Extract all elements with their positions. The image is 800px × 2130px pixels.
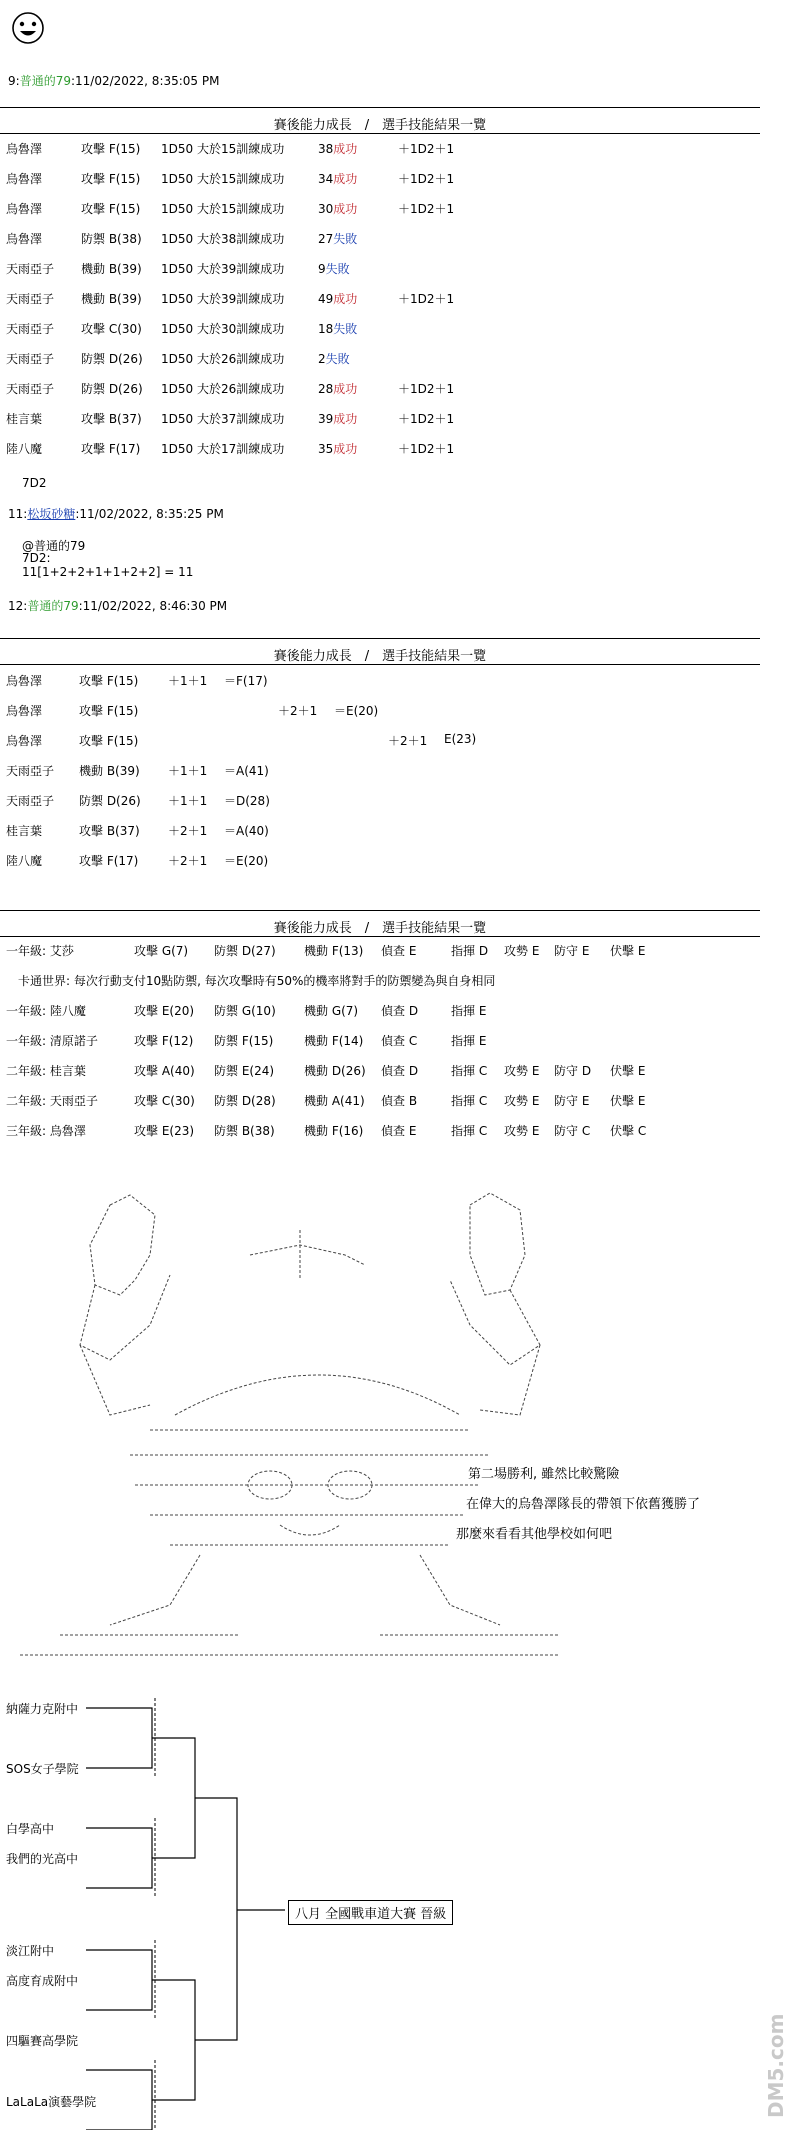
stat-value: 攻擊 B(37) [79,824,140,838]
player-name: 桂言葉 [6,412,43,426]
roll-value: 27 [318,232,334,246]
roll-condition: 1D50 大於38訓練成功 [161,232,285,246]
roll-result [318,200,357,217]
grade-player: 一年級: 陸八魔 [6,1004,86,1018]
growth-result: E(23) [444,732,477,746]
attribute-value: 機動 A(41) [304,1094,365,1108]
growth-result: ＝F(17) [224,674,268,688]
attribute-value: 防守 E [554,944,590,958]
stat-value: 機動 B(39) [81,292,142,306]
grade-player: 三年級: 烏魯澤 [6,1124,86,1138]
player-name: 烏魯澤 [6,704,43,718]
bonus: ＋1D2＋1 [398,142,455,156]
roll-condition: 1D50 大於39訓練成功 [161,262,285,276]
attribute-value: 機動 F(16) [304,1124,364,1138]
grade-player: 一年級: 艾莎 [6,944,74,958]
dm5-watermark-logo [755,2010,795,2120]
attribute-value: 指揮 D [451,944,489,958]
bonus: ＋1D2＋1 [398,442,455,456]
roll-value: 39 [318,412,334,426]
roll-result [318,140,357,157]
post-number: 9 [8,74,16,88]
roll-condition: 1D50 大於15訓練成功 [161,202,285,216]
result-status: 成功 [333,412,358,426]
growth-calc: ＋1＋1 [168,764,208,778]
result-status: 失敗 [325,262,350,276]
bonus: ＋1D2＋1 [398,292,455,306]
player-name: 烏魯澤 [6,734,43,748]
poster-name[interactable]: 普通的79 [19,74,71,88]
stat-value: 攻擊 F(15) [81,202,141,216]
result-status: 失敗 [333,232,358,246]
section-1-footer: 7D2 [22,476,47,490]
roll-result [318,380,357,397]
player-name: 天雨亞子 [6,322,55,336]
post-number: 12 [8,599,24,613]
post-11-line: 7D2: [22,551,51,565]
post-number: 11 [8,507,24,521]
watermark-text: DM5.com [764,2013,788,2118]
roll-value: 2 [318,352,326,366]
bracket-team: 我們的光高中 [6,1852,79,1866]
result-status: 成功 [333,442,358,456]
bracket-team: LaLaLa演藝學院 [6,2095,97,2109]
grade-player: 二年級: 天雨亞子 [6,1094,98,1108]
result-status: 成功 [333,292,358,306]
attribute-value: 偵查 E [381,1124,417,1138]
attribute-value: 偵查 D [381,1004,419,1018]
roll-result [318,260,350,277]
attribute-value: 機動 D(26) [304,1064,366,1078]
roll-value: 28 [318,382,334,396]
roll-condition: 1D50 大於26訓練成功 [161,382,285,396]
attribute-value: 指揮 C [451,1094,488,1108]
growth-calc: ＋1＋1 [168,674,208,688]
growth-result: ＝D(28) [224,794,270,808]
divider [0,664,760,665]
result-status: 失敗 [325,352,350,366]
attribute-value: 攻勢 E [504,1064,540,1078]
roll-result [318,440,357,457]
attribute-value: 攻勢 E [504,944,540,958]
result-status: 成功 [333,142,358,156]
attribute-value: 偵查 D [381,1064,419,1078]
growth-calc: ＋2＋1 [278,704,318,718]
player-name: 烏魯澤 [6,202,43,216]
attribute-value: 防禦 E(24) [214,1064,275,1078]
divider [0,133,760,134]
stat-value: 機動 B(39) [79,764,140,778]
art-caption: 在偉大的烏魯澤隊長的帶領下依舊獲勝了 [466,1497,701,1512]
growth-calc: ＋2＋1 [168,824,208,838]
attribute-value: 偵查 E [381,944,417,958]
bracket-team: SOS女子學院 [6,1762,79,1776]
player-name: 天雨亞子 [6,764,55,778]
player-name: 烏魯澤 [6,232,43,246]
attribute-value: 偵查 C [381,1034,418,1048]
attribute-value: 指揮 E [451,1004,487,1018]
attribute-value: 防守 D [554,1064,592,1078]
attribute-value: 指揮 E [451,1034,487,1048]
attribute-value: 攻擊 A(40) [134,1064,195,1078]
result-status: 成功 [333,172,358,186]
roll-result [318,410,357,427]
growth-calc: ＋2＋1 [388,734,428,748]
stat-value: 防禦 B(38) [81,232,142,246]
bracket-team: 高度育成附中 [6,1974,79,1988]
bracket-team: 四驅賽高學院 [6,2034,79,2048]
attribute-value: 偵查 B [381,1094,418,1108]
section-3-title: 賽後能力成長 / 選手技能結果一覽 [273,921,487,936]
roll-result [318,290,357,307]
divider [0,910,760,911]
attribute-value: 攻擊 C(30) [134,1094,195,1108]
bracket-final-label: 八月 全國戰車道大賽 晉級 [288,1900,453,1925]
attribute-value: 防守 C [554,1124,591,1138]
art-caption: 那麼來看看其他學校如何吧 [456,1527,613,1542]
ascii-art-crab-illustration [0,1185,760,1670]
attribute-value: 指揮 C [451,1124,488,1138]
player-name: 天雨亞子 [6,292,55,306]
attribute-value: 攻擊 G(7) [134,944,189,958]
post-time: :11/02/2022, 8:46:30 PM [78,599,228,613]
poster-name[interactable]: 松坂砂糖 [27,507,76,521]
attribute-value: 防禦 B(38) [214,1124,275,1138]
post-11-line: 11[1+2+2+1+1+2+2] = 11 [22,565,194,579]
roll-result [318,230,357,247]
attribute-value: 攻擊 E(23) [134,1124,195,1138]
attribute-value: 防禦 D(28) [214,1094,276,1108]
roll-value: 34 [318,172,334,186]
stat-value: 攻擊 F(15) [81,172,141,186]
result-status: 失敗 [333,322,358,336]
attribute-value: 伏擊 E [610,944,646,958]
post-time: :11/02/2022, 8:35:05 PM [70,74,220,88]
stat-value: 攻擊 F(15) [79,734,139,748]
attribute-value: 指揮 C [451,1064,488,1078]
attribute-value: 機動 G(7) [304,1004,359,1018]
growth-result: ＝A(40) [224,824,269,838]
stat-value: 攻擊 F(15) [79,674,139,688]
divider [0,936,760,937]
post-11-line: @普通的79 [22,539,86,553]
roll-condition: 1D50 大於30訓練成功 [161,322,285,336]
bonus: ＋1D2＋1 [398,202,455,216]
bracket-team: 白學高中 [6,1822,55,1836]
art-caption: 第二場勝利, 雖然比較驚險 [468,1467,620,1482]
bonus: ＋1D2＋1 [398,382,455,396]
attribute-value: 防禦 G(10) [214,1004,276,1018]
player-name: 天雨亞子 [6,382,55,396]
divider [0,107,760,108]
roll-value: 30 [318,202,334,216]
roll-value: 18 [318,322,334,336]
poster-name[interactable]: 普通的79 [27,599,79,613]
attribute-value: 防守 E [554,1094,590,1108]
bracket-team: 淡江附中 [6,1944,55,1958]
stat-value: 機動 B(39) [81,262,142,276]
post-9-header: 9:普通的79:11/02/2022, 8:35:05 PM [8,74,220,88]
attribute-value: 防禦 D(27) [214,944,276,958]
attribute-value: 攻擊 F(12) [134,1034,194,1048]
player-name: 烏魯澤 [6,674,43,688]
attribute-value: 伏擊 E [610,1064,646,1078]
stat-value: 防禦 D(26) [81,382,143,396]
roll-condition: 1D50 大於15訓練成功 [161,172,285,186]
attribute-value: 伏擊 C [610,1124,647,1138]
post-11-header: 11:松坂砂糖:11/02/2022, 8:35:25 PM [8,507,224,521]
player-name: 陸八魔 [6,442,43,456]
player-name: 天雨亞子 [6,794,55,808]
stat-value: 防禦 D(26) [79,794,141,808]
roll-value: 9 [318,262,326,276]
stat-value: 防禦 D(26) [81,352,143,366]
roll-condition: 1D50 大於37訓練成功 [161,412,285,426]
roll-result [318,170,357,187]
roll-result [318,350,350,367]
attribute-value: 攻勢 E [504,1094,540,1108]
section-2-title: 賽後能力成長 / 選手技能結果一覽 [273,649,487,664]
attribute-value: 機動 F(14) [304,1034,364,1048]
growth-result: ＝E(20) [334,704,379,718]
roll-condition: 1D50 大於26訓練成功 [161,352,285,366]
stat-value: 攻擊 B(37) [81,412,142,426]
post-12-header: 12:普通的79:11/02/2022, 8:46:30 PM [8,599,228,613]
player-name: 天雨亞子 [6,352,55,366]
post-time: :11/02/2022, 8:35:25 PM [75,507,224,521]
stat-value: 攻擊 C(30) [81,322,142,336]
bonus: ＋1D2＋1 [398,412,455,426]
roll-result [318,320,357,337]
growth-result: ＝E(20) [224,854,269,868]
result-status: 成功 [333,202,358,216]
attribute-value: 機動 F(13) [304,944,364,958]
player-name: 桂言葉 [6,824,43,838]
roll-value: 49 [318,292,334,306]
growth-calc: ＋2＋1 [168,854,208,868]
grade-player: 一年級: 清原諾子 [6,1034,98,1048]
result-status: 成功 [333,382,358,396]
stat-value: 攻擊 F(15) [79,704,139,718]
attribute-value: 攻勢 E [504,1124,540,1138]
roll-condition: 1D50 大於17訓練成功 [161,442,285,456]
grade-player: 二年級: 桂言葉 [6,1064,86,1078]
player-name: 烏魯澤 [6,142,43,156]
growth-calc: ＋1＋1 [168,794,208,808]
divider [0,638,760,639]
section-1-title: 賽後能力成長 / 選手技能結果一覽 [273,118,487,133]
stat-value: 攻擊 F(17) [79,854,139,868]
stat-value: 攻擊 F(15) [81,142,141,156]
player-name: 天雨亞子 [6,262,55,276]
player-name: 陸八魔 [6,854,43,868]
bracket-team: 納薩力克附中 [6,1702,79,1716]
growth-result: ＝A(41) [224,764,269,778]
attribute-value: 伏擊 E [610,1094,646,1108]
roll-condition: 1D50 大於39訓練成功 [161,292,285,306]
bonus: ＋1D2＋1 [398,172,455,186]
player-name: 烏魯澤 [6,172,43,186]
roll-condition: 1D50 大於15訓練成功 [161,142,285,156]
smiley-face-icon [10,10,46,46]
attribute-value: 防禦 F(15) [214,1034,274,1048]
roll-value: 38 [318,142,334,156]
roll-value: 35 [318,442,334,456]
stat-value: 攻擊 F(17) [81,442,141,456]
skill-note: 卡通世界: 每次行動支付10點防禦, 每次攻擊時有50%的機率將對手的防禦變為與自身相同 [18,974,496,988]
attribute-value: 攻擊 E(20) [134,1004,195,1018]
